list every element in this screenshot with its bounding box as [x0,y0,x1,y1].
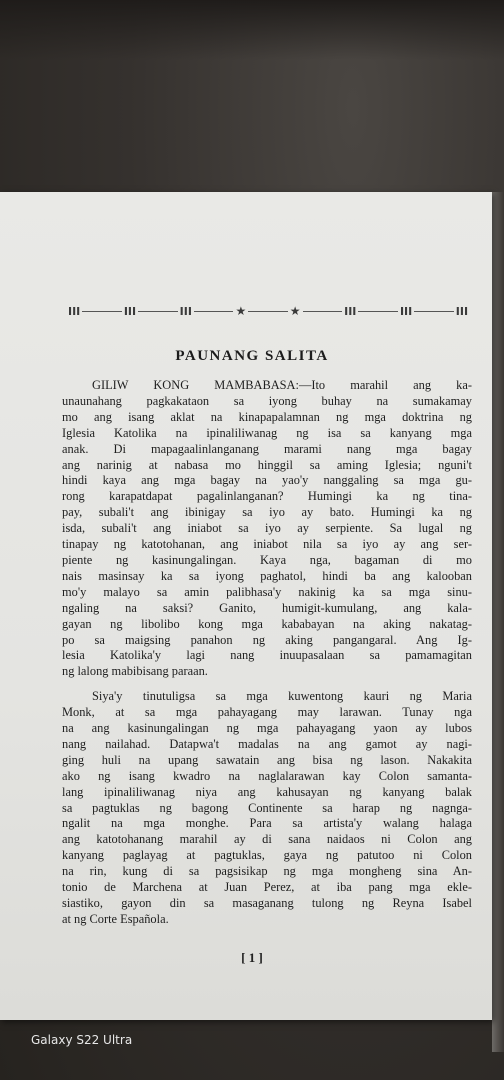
ornament-rule [303,311,343,312]
text-line: mo'y malayo sa amin palibhasa'y nakinig ka sa mga sinu- [62,584,472,599]
text-line: na ang kasinungalingan ng mga pahayagang yaon ay lubos [62,721,472,736]
paragraph [62,689,472,928]
body-text [62,378,472,937]
text-line: ging huli na upang sawatain ang bisa ng lason. Nakakita [62,752,472,767]
text-line: ngalit na mga monghe. Para sa artista'y walang halaga [62,816,472,831]
text-line: Iglesia Katolika na ipinaliliwanag ng isa sa kanyang mga [62,425,472,440]
page-number: [ 1 ] [241,950,263,965]
star-icon: ★ [289,304,301,318]
text-line: tonio de Marchena at Juan Perez, at iba pang mga ekle- [62,880,472,895]
page-title: PAUNANG SALITA [175,348,329,364]
camera-watermark: Galaxy S22 Ultra [31,1033,133,1047]
text-line: ngaling na saksi? Ganito, humigit-kumulang, ang kala- [62,600,472,615]
text-line: mo ang isang aklat na kinapapalamnan ng mga doktrina ng [62,409,472,424]
text-line: po sa maigsing panahon ng aking pangangaral. Ang Ig- [62,632,472,647]
text-line: gayan ng libolibo kong mga kababayan na aking nakatag- [62,616,472,631]
text-line: anak. Di mapagaalinlanganang marami nang mga bagay [62,441,472,456]
ornamental-divider [68,302,468,320]
ornament-rule [82,311,122,312]
ornament-mark: III [455,304,469,318]
ornament-mark: III [68,304,81,318]
text-line: nais masinsay ka sa iyong paghatol, hindi ba ang kalooban [62,568,472,583]
background-shadow [0,0,504,60]
ornament-mark: III [123,304,137,318]
ornament-rule [414,311,454,312]
ornament-rule [248,311,288,312]
text-line: pay, subali't ang ibinigay sa iyo ay bato. Humingi ka ng [62,505,472,520]
text-line: at ng Corte Española. [62,911,169,926]
text-line: lang ipinaliliwanag niya ang kahusayan ng kanyang balak [62,784,472,799]
text-line: nang nailahad. Datapwa't madalas na ang gamot ay nagi- [62,736,472,751]
page-edge [492,192,504,1052]
text-line: siastiko, gayon din sa masaganang tulong ng Reyna Isabel [62,896,472,910]
ornament-mark: III [179,304,192,318]
text-line: GILIW KONG MAMBABASA:—Ito marahil ang ka- [92,378,472,392]
ornament-rule [358,311,398,312]
text-line: piente ng kasinungalingan. Kaya nga, bagaman di mo [62,552,472,567]
ornament-rule [194,311,234,312]
text-line: tinapay ng katotohanan, ang iniabot nila sa iyo ay ang ser- [62,537,472,552]
text-line: sa pagtuklas ng bagong Continente sa harap ng nagnga- [62,800,472,815]
text-line: rong karapatdapat pagalinlanganan? Humingi ka ng tina- [62,489,472,504]
ornament-rule [138,311,178,312]
text-line: na rin, kung di sa pagsisikap ng mga mongheng sina An- [62,864,472,879]
text-line: lesia Katolika'y lagi nang inuupasalaan sa pamamagitan [62,648,472,663]
text-line: unaunahang pagkakataon sa iyong buhay na sumakamay [62,393,472,408]
text-line: kanyang paglayag at pagtuklas, gaya ng patutoo ni Colon [62,848,472,863]
ornament-mark: III [344,304,357,318]
text-line: ang narinig at nabasa mo hinggil sa aming Iglesia; nguni't [62,457,472,472]
text-line: Monk, at sa mga pahayagang may larawan. Tunay nga [62,705,472,720]
text-line: ng lalong mabibisang paraan. [62,664,208,679]
ornament-mark: III [399,304,413,318]
paragraph [62,378,472,680]
text-line: ako ng isang kwadro na naglalarawan kay Colon samanta- [62,768,472,783]
text-line: ang katotohanang marahil ay di sana naidaos ni Colon ang [62,832,472,847]
text-line: hindi kaya ang mga bagay na yao'y nanggaling sa mga gu- [62,473,472,488]
text-line: Siya'y tinutuligsa sa mga kuwentong kauri ng Maria [92,689,472,704]
text-line: isda, subali't ang iniabot sa iyo ay serpiente. Sa lugal ng [62,521,472,536]
star-icon: ★ [235,304,247,318]
